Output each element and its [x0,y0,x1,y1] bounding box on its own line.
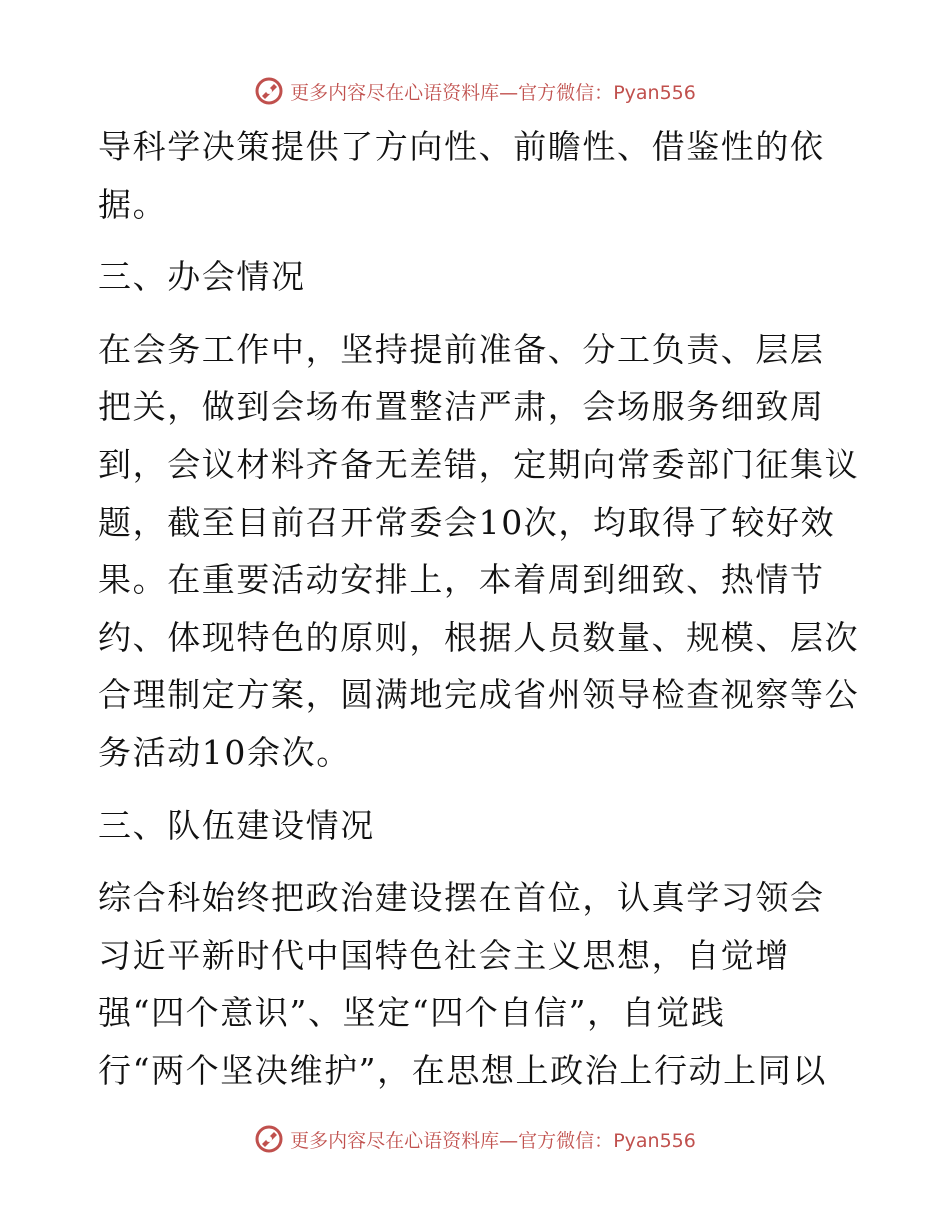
body-line: 行“两个坚决维护”，在思想上政治上行动上同以 [98,1050,827,1090]
body-line: 到，会议材料齐备无差错，定期向常委部门征集议 [98,444,860,484]
document-body [98,118,858,1100]
watermark-logo-icon [254,1124,284,1154]
watermark-logo-icon [254,76,284,106]
section-heading: 三、办会情况 [98,257,306,297]
section-heading: 三、队伍建设情况 [98,805,375,845]
header-watermark [0,74,950,108]
body-line: 约、体现特色的原则，根据人员数量、规模、层次 [98,617,860,657]
body-line: 强“四个意识”、坚定“四个自信”，自觉践 [98,993,726,1033]
body-line: 导科学决策提供了方向性、前瞻性、借鉴性的依 [98,127,825,166]
body-line: 把关，做到会场布置整洁严肃，会场服务细致周 [98,387,825,427]
footer-watermark [0,1122,950,1156]
body-line: 合理制定方案，圆满地完成省州领导检查视察等公 [98,675,860,715]
body-line: 综合科始终把政治建设摆在首位，认真学习领会 [98,878,825,918]
body-line: 果。在重要活动安排上，本着周到细致、热情节 [98,560,825,600]
watermark-text: 更多内容尽在心语资料库—官方微信：Pyan556 [290,1129,696,1152]
body-line: 在会务工作中，坚持提前准备、分工负责、层层 [98,329,825,369]
body-line: 务活动10余次。 [98,732,351,772]
body-line: 习近平新时代中国特色社会主义思想，自觉增 [98,935,790,975]
body-line: 题，截至目前召开常委会10次，均取得了较好效 [98,502,836,542]
watermark-text: 更多内容尽在心语资料库—官方微信：Pyan556 [290,81,696,104]
body-line: 据。 [98,184,168,224]
